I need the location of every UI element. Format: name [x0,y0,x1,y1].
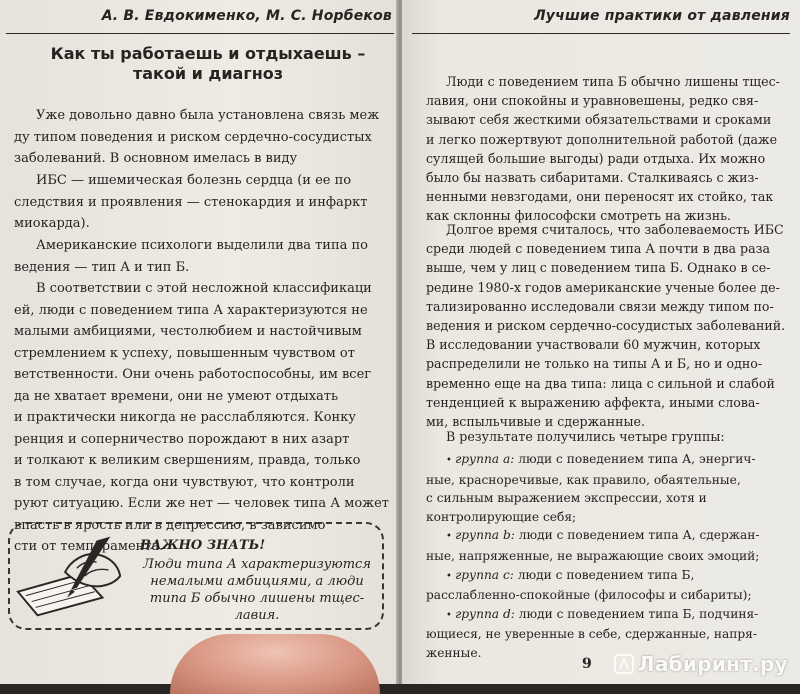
note-title: ВАЖНО ЗНАТЬ! [140,538,266,553]
left-header-rule [6,33,394,34]
group-name: группа b: [455,528,515,543]
group-name: группа d: [455,606,515,621]
labirint-watermark [614,652,788,676]
left-paragraph-2: ИБС — ишемическая болезнь сердца (и ее по следствия и проявления — стенокардия и инфаркт миокарда). [14,173,368,231]
list-item: • группа b: люди с поведением типа А, сдержан- ные, напряженные, не выражающие своих эмоций; [426,528,760,563]
right-paragraph-2: Долгое время считалось, что заболеваемость ИБС среди людей с поведением типа А почти в два раза выше, чем у лиц с поведением типа Б. Однако в се- редине 1980-х годов американские ученые более де- тализированно исследовали связи между типом по- ведения и риском сердечно-сосудистых заболеваний. В исследовании участвовали 60 мужчин, которых распределили не только на типы А и Б, но и одно- временно еще на два типа: лица с сильной и слабой тенденцией к выражению аффекта, иными слова- ми, вспыльчивые и сдержанные. [426,222,786,430]
chapter-title-line-2: такой и диагноз [132,64,284,83]
right-header-rule [412,33,790,34]
group-name: группа а: [455,452,515,466]
groups-intro: В результате получились четыре группы: [446,429,725,444]
thumb-photo-artifact [170,634,380,694]
groups-list [426,450,788,663]
group-name: группа c: [455,567,514,582]
group-text: люди с поведением типа Б, расслабленно-спокойные (философы и сибариты); [426,567,752,603]
list-item: • группа а: люди с поведением типа А, энергич- ные, красноречивые, как правило, обаятельные, с сильным выражением экспрессии, хотя и контролирующие себя; [426,452,756,524]
list-item: • группа c: люди с поведением типа Б, расслабленно-спокойные (философы и сибариты); [426,567,752,603]
left-paragraph-1: Уже довольно давно была установлена связь меж ду типом поведения и риском сердечно-сосудистых заболеваний. В основном имелась в виду [14,108,380,166]
left-page [0,0,398,684]
labirint-logo-icon [614,654,634,674]
chapter-title [28,44,388,84]
watermark-text: Лабиринт.ру [637,652,788,676]
group-text: люди с поведением типа А, сдержан- ные, напряженные, не выражающие своих эмоций; [426,528,760,563]
right-page [402,0,800,684]
note-text: Люди типа А характеризуются немалыми амбициями, а люди типа Б обычно лишены тщес- лавия. [143,557,371,623]
list-item: • группа d: люди с поведением типа Б, подчиня- ющиеся, не уверенные в себе, сдержанные, напря- женные. [426,606,759,660]
group-text: люди с поведением типа А, энергич- ные, красноречивые, как правило, обаятельные, с сильным выражением экспрессии, хотя и контролирующие себя; [426,452,756,524]
writing-hand-icon [12,532,130,618]
group-text: люди с поведением типа Б, подчиня- ющиеся, не уверенные в себе, сдержанные, напря- женные. [426,606,759,660]
right-paragraph-1: Люди с поведением типа Б обычно лишены тщес- лавия, они спокойны и уравновешены, редко свя- зывают себя жесткими обязательствами и сроками и легко пожертвуют дополнительной работой (даже сулящей большие выгоды) ради отдыха. Их можно было бы назвать сибаритами. Сталкиваясь с жиз- ненными невзгодами, они переносят их стойко, так как склонны философски смотреть на жизнь. [426,74,780,224]
right-page-number: 9 [582,656,592,672]
right-running-head: Лучшие практики от давления [533,8,790,24]
left-paragraph-4: В соответствии с этой несложной классификаци ей, люди с поведением типа А характеризуются не малыми амбициями, честолюбием и настойчивым стремлением к успеху, повышенным чувством от ветственности. Они очень работоспособны, им всег да не хватает времени, они не умеют отдыхать и практически никогда не расслабляются. Конку ренция и соперничество порождают в них азарт и толкают к великим свершениям, правда, только в том случае, когда они чувствуют, что контроли руют ситуацию. Если же нет — человек типа А может впасть в ярость или в депрессию, в зависимо сти от темперамента. [14,281,389,554]
important-note-box [8,522,384,630]
left-running-head: А. В. Евдокименко, М. С. Норбеков [101,8,392,24]
chapter-title-line-1: Как ты работаешь и отдыхаешь – [50,44,366,63]
left-paragraph-3: Американские психологи выделили два типа по ведения — тип А и тип Б. [14,238,368,275]
